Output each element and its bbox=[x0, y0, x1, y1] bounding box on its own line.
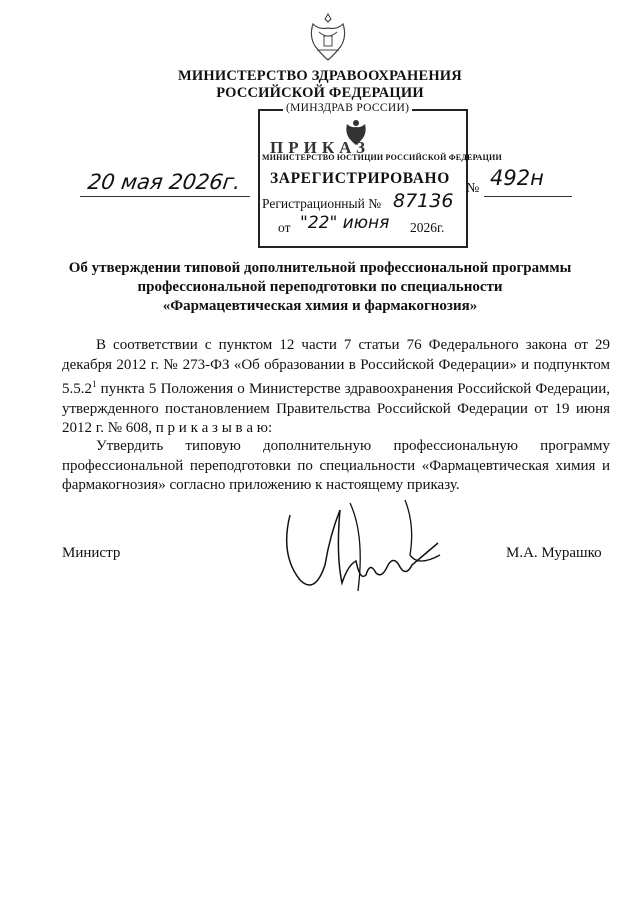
stamp-year: 2026г. bbox=[410, 220, 445, 235]
body-paragraph-1 bbox=[62, 336, 610, 439]
stamp-registered: ЗАРЕГИСТРИРОВАНО bbox=[270, 170, 450, 187]
order-number: 492н bbox=[490, 166, 544, 190]
signatory-position: Министр bbox=[62, 545, 121, 561]
order-number-label: № bbox=[466, 181, 480, 196]
ministry-line-2: РОССИЙСКОЙ ФЕДЕРАЦИИ bbox=[216, 85, 424, 101]
ministry-name bbox=[0, 68, 640, 102]
stamp-date-value: "22" июня bbox=[300, 213, 390, 233]
para1-text-a: В соответствии с пунктом 12 части 7 статьи 76 Федерального закона от 29 декабря 2012 г. № 273-ФЗ «Об образовании в Российской Федерации» и подпунктом 5.5.2 bbox=[62, 337, 610, 397]
coat-of-arms-icon bbox=[305, 10, 351, 64]
title-line-1: Об утверждении типовой дополнительной профессиональной программы bbox=[68, 260, 572, 276]
handwritten-signature-icon bbox=[270, 495, 445, 605]
order-date: 20 мая 2026г. bbox=[86, 170, 243, 194]
signatory-name: М.А. Мурашко bbox=[506, 545, 602, 561]
stamp-date-label: от bbox=[278, 220, 291, 235]
para1-text-b: пункта 5 Положения о Министерстве здравоохранения Российской Федерации, утвержденного постановлением Правительства Российской Федерации от 19 июня 2012 г. № 608, п р и к а з ы в а ю: bbox=[62, 381, 610, 436]
title-line-3: «Фармацевтическая химия и фармакогнозия» bbox=[162, 298, 478, 314]
number-underline bbox=[484, 196, 572, 197]
title-line-2: профессиональной переподготовки по специальности bbox=[137, 279, 503, 295]
document-type: ПРИКАЗ bbox=[270, 138, 370, 157]
ministry-line-1: МИНИСТЕРСТВО ЗДРАВООХРАНЕНИЯ bbox=[178, 68, 462, 84]
stamp-reg-number: 87136 bbox=[393, 190, 454, 212]
stamp-reg-label: Регистрационный № bbox=[262, 196, 382, 211]
stamp-top-label: (МИНЗДРАВ РОССИИ) bbox=[283, 102, 412, 114]
document-title bbox=[60, 259, 580, 316]
date-underline bbox=[80, 196, 250, 197]
body-paragraph-2: Утвердить типовую дополнительную профессиональную программу профессиональной переподготовки по специальности «Фармацевтическая химия и фармакогнозия» согласно приложению к настоящему приказу. bbox=[62, 438, 610, 493]
para1-superscript: 1 bbox=[92, 379, 97, 389]
stamp-ministry: МИНИСТЕРСТВО ЮСТИЦИИ РОССИЙСКОЙ ФЕДЕРАЦИИ bbox=[262, 153, 502, 162]
